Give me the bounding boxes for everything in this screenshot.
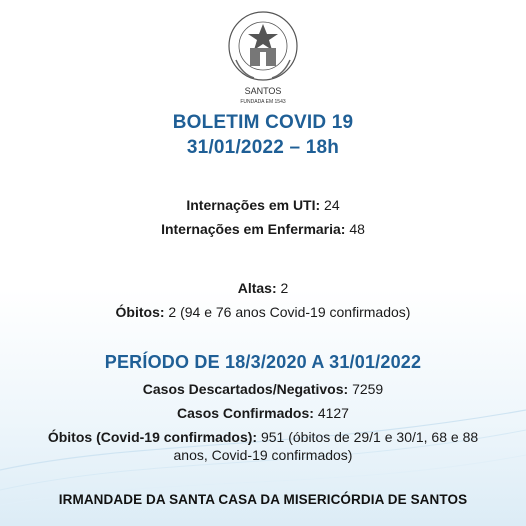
confirmed-value: 4127: [313, 405, 349, 421]
uti-label: Internações em UTI:: [186, 197, 321, 213]
footer-institution: IRMANDADE DA SANTA CASA DA MISERICÓRDIA DE SANTOS: [58, 492, 468, 507]
period-title: PERÍODO DE 18/3/2020 A 31/01/2022: [104, 352, 422, 372]
deaths-label: Óbitos:: [115, 304, 165, 320]
logo-founded: FUNDADA EM 1543: [240, 99, 286, 105]
total-deaths-value-1: 951 (óbitos de 29/1 e 30/1, 68 e 88: [257, 429, 479, 445]
deaths-line: [0, 304, 526, 320]
logo-city: SANTOS: [244, 86, 282, 96]
uti-line: [0, 197, 526, 213]
discharges-label: Altas:: [237, 280, 277, 296]
ward-value: 48: [345, 221, 365, 237]
confirmed-label: Casos Confirmados:: [177, 405, 314, 421]
discarded-label: Casos Descartados/Negativos:: [142, 381, 349, 397]
discarded-line: [0, 381, 526, 397]
discharges-value: 2: [276, 280, 289, 296]
total-deaths-label: Óbitos (Covid-19 confirmados):: [47, 429, 258, 445]
deaths-value: 2 (94 e 76 anos Covid-19 confirmados): [164, 304, 411, 320]
total-deaths-line-2: anos, Covid-19 confirmados): [173, 447, 353, 463]
santa-casa-logo: [222, 10, 304, 106]
bulletin-title: BOLETIM COVID 19: [172, 112, 354, 133]
total-deaths-line: [0, 429, 526, 445]
ward-label: Internações em Enfermaria:: [161, 221, 346, 237]
discarded-value: 7259: [348, 381, 384, 397]
bulletin-date: 31/01/2022 – 18h: [186, 137, 340, 158]
discharges-line: [0, 280, 526, 296]
uti-value: 24: [320, 197, 340, 213]
ward-line: [0, 221, 526, 237]
confirmed-line: [0, 405, 526, 421]
